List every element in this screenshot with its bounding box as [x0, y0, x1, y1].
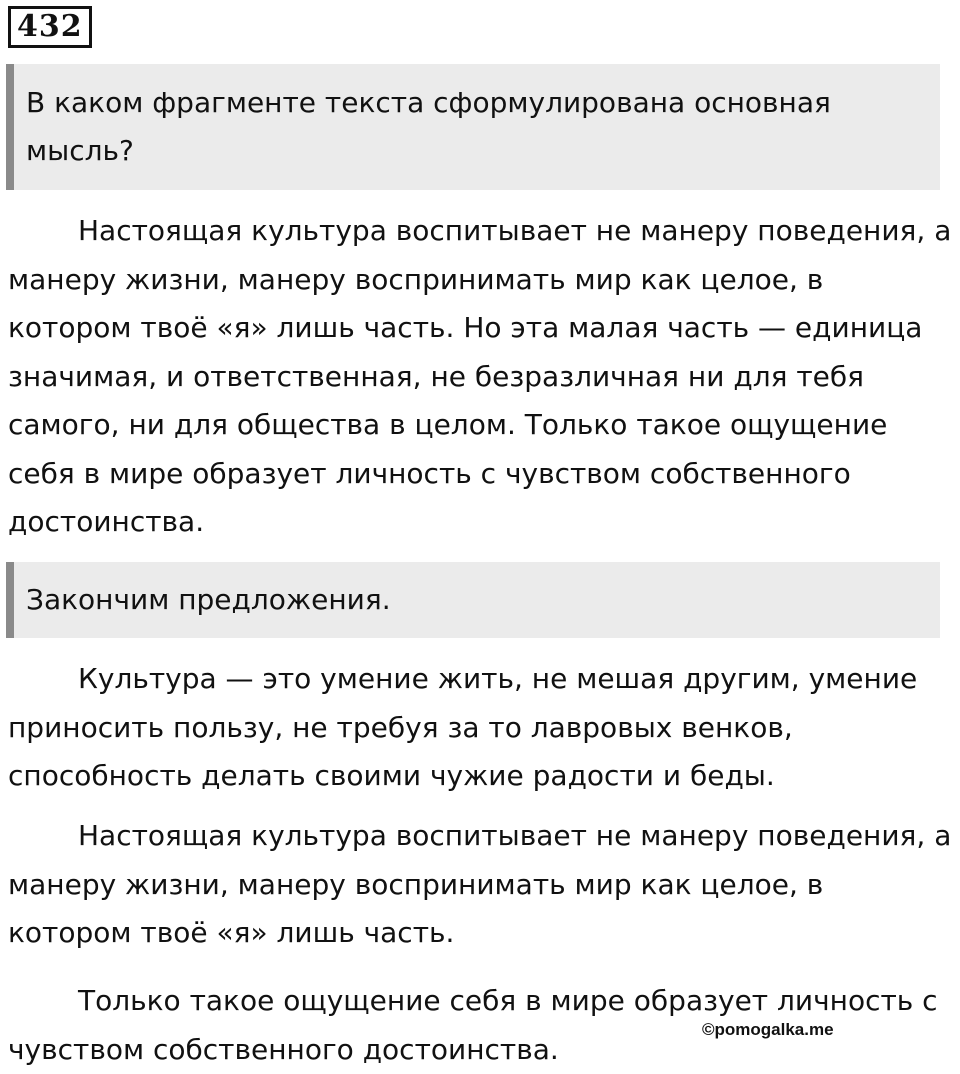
question-block-finish-sentences [6, 562, 940, 638]
question-block-main-idea [6, 64, 940, 190]
site-watermark: ©pomogalka.me [702, 1020, 834, 1039]
answer-paragraph-culture-definition: Культура — это умение жить, не мешая другим, умение приносить пользу, не требуя за то лавровых венков, способность делать своими чужие радости и беды. [8, 662, 918, 792]
source-text-paragraph: Настоящая культура воспитывает не манеру поведения, а манеру жизни, манеру воспринимать мир как целое, в котором твоё «я» лишь часть. Но эта малая часть — единица значимая, и ответственная, не безразличная ни для тебя самого, ни для общества в целом. Только такое ощущение себя в мире образует личность с чувством собственного достоинства. [8, 214, 952, 538]
answer-paragraph-personality: Только такое ощущение себя в мире образует личность с чувством собственного достоинства. [8, 984, 938, 1066]
task-number-box: 432 [8, 6, 92, 48]
question-text: Закончим предложения. [26, 583, 391, 616]
question-text: В каком фрагменте текста сформулирована основная мысль? [26, 86, 831, 167]
answer-paragraph-true-culture: Настоящая культура воспитывает не манеру поведения, а манеру жизни, манеру воспринимать мир как целое, в котором твоё «я» лишь часть. [8, 819, 952, 949]
